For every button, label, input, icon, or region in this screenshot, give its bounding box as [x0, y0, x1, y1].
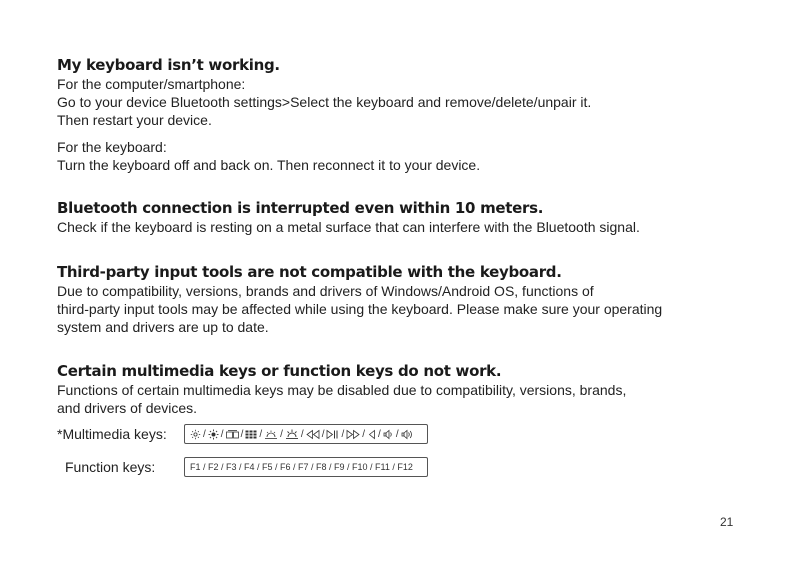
- body-line: For the computer/smartphone:: [57, 76, 246, 92]
- mute-icon: [367, 429, 376, 440]
- brightness-down-icon: [190, 429, 201, 440]
- function-keys-row: [65, 457, 428, 477]
- function-keys-label: Function keys:: [65, 459, 156, 475]
- body-line: Functions of certain multimedia keys may be disabled due to compatibility, versions, brands,: [57, 382, 627, 398]
- multimedia-keys-label: *Multimedia keys:: [57, 426, 167, 442]
- keyboard-backlight-up-icon: [285, 429, 299, 440]
- section-third-party-tools: [57, 262, 747, 336]
- body-line: Due to compatibility, versions, brands and drivers of Windows/Android OS, functions of: [57, 283, 594, 299]
- heading-multimedia-keys: Certain multimedia keys or function keys do not work.: [57, 362, 502, 380]
- volume-up-icon: [401, 429, 414, 440]
- page-number: 21: [720, 515, 734, 529]
- section-bluetooth-interrupted: [57, 198, 747, 236]
- task-view-icon: [226, 429, 239, 440]
- function-keys-box: F1 / F2 / F3 / F4 / F5 / F6 / F7 / F8 / F9 / F10 / F11 / F12: [184, 457, 428, 477]
- next-track-icon: [346, 429, 360, 440]
- heading-bluetooth-interrupted: Bluetooth connection is interrupted even within 10 meters.: [57, 199, 544, 217]
- section-keyboard-not-working: [57, 55, 747, 174]
- body-line: Turn the keyboard off and back on. Then reconnect it to your device.: [57, 157, 481, 173]
- body-line: and drivers of devices.: [57, 400, 198, 416]
- previous-track-icon: [306, 429, 320, 440]
- body-line: Check if the keyboard is resting on a metal surface that can interfere with the Bluetooth signal.: [57, 219, 640, 235]
- app-switch-icon: [245, 429, 257, 440]
- multimedia-keys-box: / / / / / / / / / / /: [184, 424, 428, 444]
- keyboard-backlight-down-icon: [264, 429, 278, 440]
- section-multimedia-keys: [57, 361, 747, 417]
- body-line: Go to your device Bluetooth settings>Select the keyboard and remove/delete/unpair it.: [57, 94, 592, 110]
- heading-third-party-tools: Third-party input tools are not compatible with the keyboard.: [57, 263, 562, 281]
- brightness-up-icon: [208, 429, 219, 440]
- body-line: For the keyboard:: [57, 139, 167, 155]
- body-line: Then restart your device.: [57, 112, 212, 128]
- play-pause-icon: [326, 429, 339, 440]
- heading-keyboard-not-working: My keyboard isn’t working.: [57, 56, 280, 74]
- body-line: third-party input tools may be affected while using the keyboard. Please make sure your operating: [57, 301, 663, 317]
- body-line: system and drivers are up to date.: [57, 319, 269, 335]
- multimedia-keys-row: [57, 424, 428, 444]
- volume-down-icon: [383, 429, 394, 440]
